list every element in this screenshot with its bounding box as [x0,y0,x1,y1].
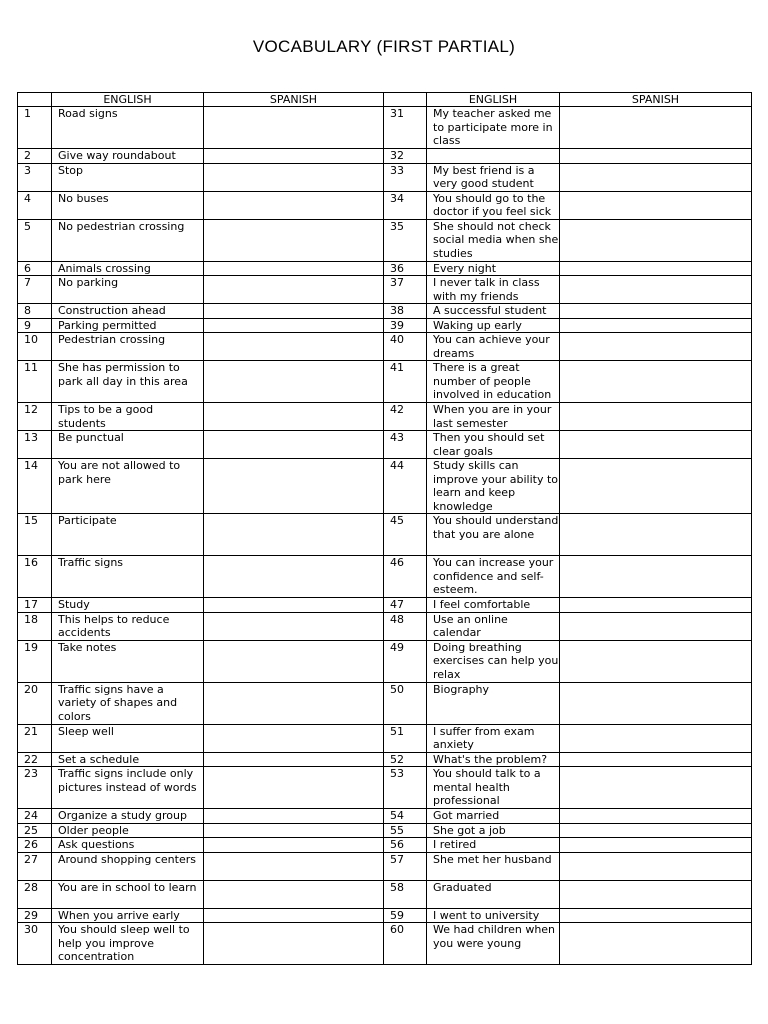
item-number-right: 52 [384,752,427,767]
english-term-right: Biography [427,682,560,724]
spanish-answer-cell-right[interactable] [560,318,752,333]
spanish-answer-cell-left[interactable] [204,752,384,767]
english-term-left: Traffic signs have a variety of shapes and colors [52,682,204,724]
table-row [18,809,752,824]
english-term-left: Ask questions [52,838,204,853]
english-term-right: She got a job [427,823,560,838]
item-number-left: 30 [18,923,52,965]
item-number-left: 16 [18,556,52,598]
spanish-answer-cell-right[interactable] [560,852,752,880]
header-english-right: ENGLISH [427,93,560,107]
spanish-answer-cell-left[interactable] [204,767,384,809]
item-number-left: 18 [18,612,52,640]
spanish-answer-cell-right[interactable] [560,361,752,403]
table-row [18,908,752,923]
english-term-right: Doing breathing exercises can help you relax [427,640,560,682]
spanish-answer-cell-left[interactable] [204,852,384,880]
item-number-left: 6 [18,261,52,276]
item-number-left: 15 [18,514,52,556]
english-term-left: Traffic signs [52,556,204,598]
spanish-answer-cell-right[interactable] [560,514,752,556]
english-term-left: You should sleep well to help you improve concentration [52,923,204,965]
item-number-left: 3 [18,163,52,191]
item-number-left: 23 [18,767,52,809]
english-term-right: Use an online calendar [427,612,560,640]
table-row [18,361,752,403]
spanish-answer-cell-left[interactable] [204,276,384,304]
spanish-answer-cell-right[interactable] [560,923,752,965]
spanish-answer-cell-left[interactable] [204,612,384,640]
spanish-answer-cell-right[interactable] [560,219,752,261]
item-number-left: 28 [18,880,52,908]
english-term-left: You are not allowed to park here [52,459,204,514]
item-number-right: 41 [384,361,427,403]
item-number-right: 47 [384,598,427,613]
spanish-answer-cell-left[interactable] [204,107,384,149]
item-number-left: 5 [18,219,52,261]
table-row [18,823,752,838]
item-number-left: 14 [18,459,52,514]
spanish-answer-cell-right[interactable] [560,191,752,219]
table-row [18,852,752,880]
item-number-right: 31 [384,107,427,149]
spanish-answer-cell-left[interactable] [204,514,384,556]
item-number-left: 4 [18,191,52,219]
item-number-left: 22 [18,752,52,767]
item-number-left: 24 [18,809,52,824]
spanish-answer-cell-left[interactable] [204,219,384,261]
header-number-left [18,93,52,107]
spanish-answer-cell-left[interactable] [204,318,384,333]
english-term-right: Got married [427,809,560,824]
english-term-left: When you arrive early [52,908,204,923]
item-number-right: 45 [384,514,427,556]
table-row [18,304,752,319]
item-number-left: 2 [18,149,52,164]
spanish-answer-cell-left[interactable] [204,261,384,276]
item-number-right: 35 [384,219,427,261]
spanish-answer-cell-left[interactable] [204,333,384,361]
spanish-answer-cell-left[interactable] [204,191,384,219]
table-row [18,318,752,333]
english-term-right: Waking up early [427,318,560,333]
english-term-right: My best friend is a very good student [427,163,560,191]
english-term-right: What's the problem? [427,752,560,767]
item-number-left: 7 [18,276,52,304]
header-english-left: ENGLISH [52,93,204,107]
english-term-left: Parking permitted [52,318,204,333]
spanish-answer-cell-right[interactable] [560,612,752,640]
english-term-left: No parking [52,276,204,304]
vocabulary-table [17,92,752,965]
english-term-left: This helps to reduce accidents [52,612,204,640]
spanish-answer-cell-right[interactable] [560,333,752,361]
item-number-right: 37 [384,276,427,304]
item-number-left: 13 [18,431,52,459]
english-term-right: My teacher asked me to participate more in class [427,107,560,149]
english-term-left: Older people [52,823,204,838]
table-row [18,149,752,164]
item-number-right: 42 [384,403,427,431]
item-number-right: 44 [384,459,427,514]
table-row [18,752,752,767]
table-row [18,107,752,149]
table-row [18,514,752,556]
spanish-answer-cell-right[interactable] [560,682,752,724]
english-term-right: There is a great number of people involved in education [427,361,560,403]
english-term-left: Traffic signs include only pictures instead of words [52,767,204,809]
item-number-right: 58 [384,880,427,908]
spanish-answer-cell-left[interactable] [204,556,384,598]
item-number-right: 43 [384,431,427,459]
item-number-right: 40 [384,333,427,361]
spanish-answer-cell-right[interactable] [560,149,752,164]
table-row [18,261,752,276]
spanish-answer-cell-left[interactable] [204,923,384,965]
item-number-right: 56 [384,838,427,853]
table-header-row [18,93,752,107]
item-number-left: 10 [18,333,52,361]
table-row [18,724,752,752]
english-term-right: She should not check social media when she studies [427,219,560,261]
english-term-left: No pedestrian crossing [52,219,204,261]
spanish-answer-cell-left[interactable] [204,459,384,514]
english-term-right: I suffer from exam anxiety [427,724,560,752]
item-number-right: 49 [384,640,427,682]
item-number-left: 12 [18,403,52,431]
english-term-left: Road signs [52,107,204,149]
item-number-right: 57 [384,852,427,880]
spanish-answer-cell-right[interactable] [560,107,752,149]
item-number-left: 27 [18,852,52,880]
english-term-right: Every night [427,261,560,276]
english-term-left: No buses [52,191,204,219]
spanish-answer-cell-left[interactable] [204,149,384,164]
item-number-right: 38 [384,304,427,319]
item-number-right: 48 [384,612,427,640]
english-term-right: You can achieve your dreams [427,333,560,361]
spanish-answer-cell-right[interactable] [560,809,752,824]
spanish-answer-cell-left[interactable] [204,809,384,824]
table-row [18,923,752,965]
english-term-left: Around shopping centers [52,852,204,880]
table-row [18,163,752,191]
english-term-left: Participate [52,514,204,556]
english-term-left: Take notes [52,640,204,682]
spanish-answer-cell-left[interactable] [204,304,384,319]
item-number-left: 29 [18,908,52,923]
item-number-right: 46 [384,556,427,598]
spanish-answer-cell-left[interactable] [204,838,384,853]
table-row [18,191,752,219]
spanish-answer-cell-left[interactable] [204,403,384,431]
english-term-right: Then you should set clear goals [427,431,560,459]
english-term-right: She met her husband [427,852,560,880]
item-number-right: 36 [384,261,427,276]
table-row [18,767,752,809]
item-number-left: 1 [18,107,52,149]
spanish-answer-cell-right[interactable] [560,823,752,838]
english-term-right: When you are in your last semester [427,403,560,431]
table-row [18,333,752,361]
english-term-right: You can increase your confidence and self-esteem. [427,556,560,598]
english-term-left: Study [52,598,204,613]
english-term-left: You are in school to learn [52,880,204,908]
table-row [18,640,752,682]
spanish-answer-cell-right[interactable] [560,724,752,752]
english-term-left: Animals crossing [52,261,204,276]
page-title: VOCABULARY (FIRST PARTIAL) [252,37,516,56]
english-term-left: Construction ahead [52,304,204,319]
spanish-answer-cell-right[interactable] [560,431,752,459]
table-row [18,431,752,459]
english-term-right: I went to university [427,908,560,923]
spanish-answer-cell-right[interactable] [560,640,752,682]
item-number-right: 54 [384,809,427,824]
spanish-answer-cell-right[interactable] [560,261,752,276]
english-term-right: You should go to the doctor if you feel sick [427,191,560,219]
spanish-answer-cell-left[interactable] [204,823,384,838]
spanish-answer-cell-left[interactable] [204,163,384,191]
english-term-left: Sleep well [52,724,204,752]
spanish-answer-cell-left[interactable] [204,640,384,682]
english-term-right: I feel comfortable [427,598,560,613]
spanish-answer-cell-left[interactable] [204,431,384,459]
item-number-right: 55 [384,823,427,838]
english-term-left: Set a schedule [52,752,204,767]
spanish-answer-cell-right[interactable] [560,838,752,853]
table-row [18,459,752,514]
spanish-answer-cell-right[interactable] [560,767,752,809]
english-term-right: You should talk to a mental health professional [427,767,560,809]
item-number-left: 19 [18,640,52,682]
spanish-answer-cell-left[interactable] [204,880,384,908]
table-row [18,276,752,304]
spanish-answer-cell-right[interactable] [560,403,752,431]
item-number-right: 50 [384,682,427,724]
english-term-left: Be punctual [52,431,204,459]
item-number-right: 53 [384,767,427,809]
table-row [18,880,752,908]
item-number-left: 11 [18,361,52,403]
english-term-right: I never talk in class with my friends [427,276,560,304]
english-term-right: I retired [427,838,560,853]
spanish-answer-cell-right[interactable] [560,276,752,304]
table-row [18,219,752,261]
spanish-answer-cell-right[interactable] [560,598,752,613]
header-spanish-left: SPANISH [204,93,384,107]
spanish-answer-cell-right[interactable] [560,304,752,319]
item-number-right: 51 [384,724,427,752]
english-term-left: Give way roundabout [52,149,204,164]
english-term-left: She has permission to park all day in this area [52,361,204,403]
spanish-answer-cell-right[interactable] [560,163,752,191]
item-number-left: 21 [18,724,52,752]
item-number-left: 25 [18,823,52,838]
spanish-answer-cell-right[interactable] [560,908,752,923]
spanish-answer-cell-left[interactable] [204,598,384,613]
item-number-right: 34 [384,191,427,219]
table-row [18,682,752,724]
table-row [18,838,752,853]
item-number-left: 17 [18,598,52,613]
item-number-left: 8 [18,304,52,319]
item-number-right: 32 [384,149,427,164]
item-number-right: 39 [384,318,427,333]
item-number-right: 59 [384,908,427,923]
spanish-answer-cell-left[interactable] [204,682,384,724]
spanish-answer-cell-left[interactable] [204,724,384,752]
table-row [18,556,752,598]
table-row [18,598,752,613]
table-row [18,403,752,431]
english-term-left: Stop [52,163,204,191]
english-term-right: A successful student [427,304,560,319]
spanish-answer-cell-left[interactable] [204,361,384,403]
spanish-answer-cell-right[interactable] [560,880,752,908]
item-number-left: 20 [18,682,52,724]
item-number-right: 33 [384,163,427,191]
english-term-left: Organize a study group [52,809,204,824]
spanish-answer-cell-right[interactable] [560,752,752,767]
english-term-left: Pedestrian crossing [52,333,204,361]
item-number-left: 26 [18,838,52,853]
header-number-right [384,93,427,107]
item-number-right: 60 [384,923,427,965]
english-term-right [427,149,560,164]
header-spanish-right: SPANISH [560,93,752,107]
english-term-right: Study skills can improve your ability to learn and keep knowledge [427,459,560,514]
item-number-left: 9 [18,318,52,333]
english-term-right: We had children when you were young [427,923,560,965]
english-term-right: You should understand that you are alone [427,514,560,556]
english-term-right: Graduated [427,880,560,908]
spanish-answer-cell-right[interactable] [560,459,752,514]
table-row [18,612,752,640]
spanish-answer-cell-right[interactable] [560,556,752,598]
spanish-answer-cell-left[interactable] [204,908,384,923]
english-term-left: Tips to be a good students [52,403,204,431]
